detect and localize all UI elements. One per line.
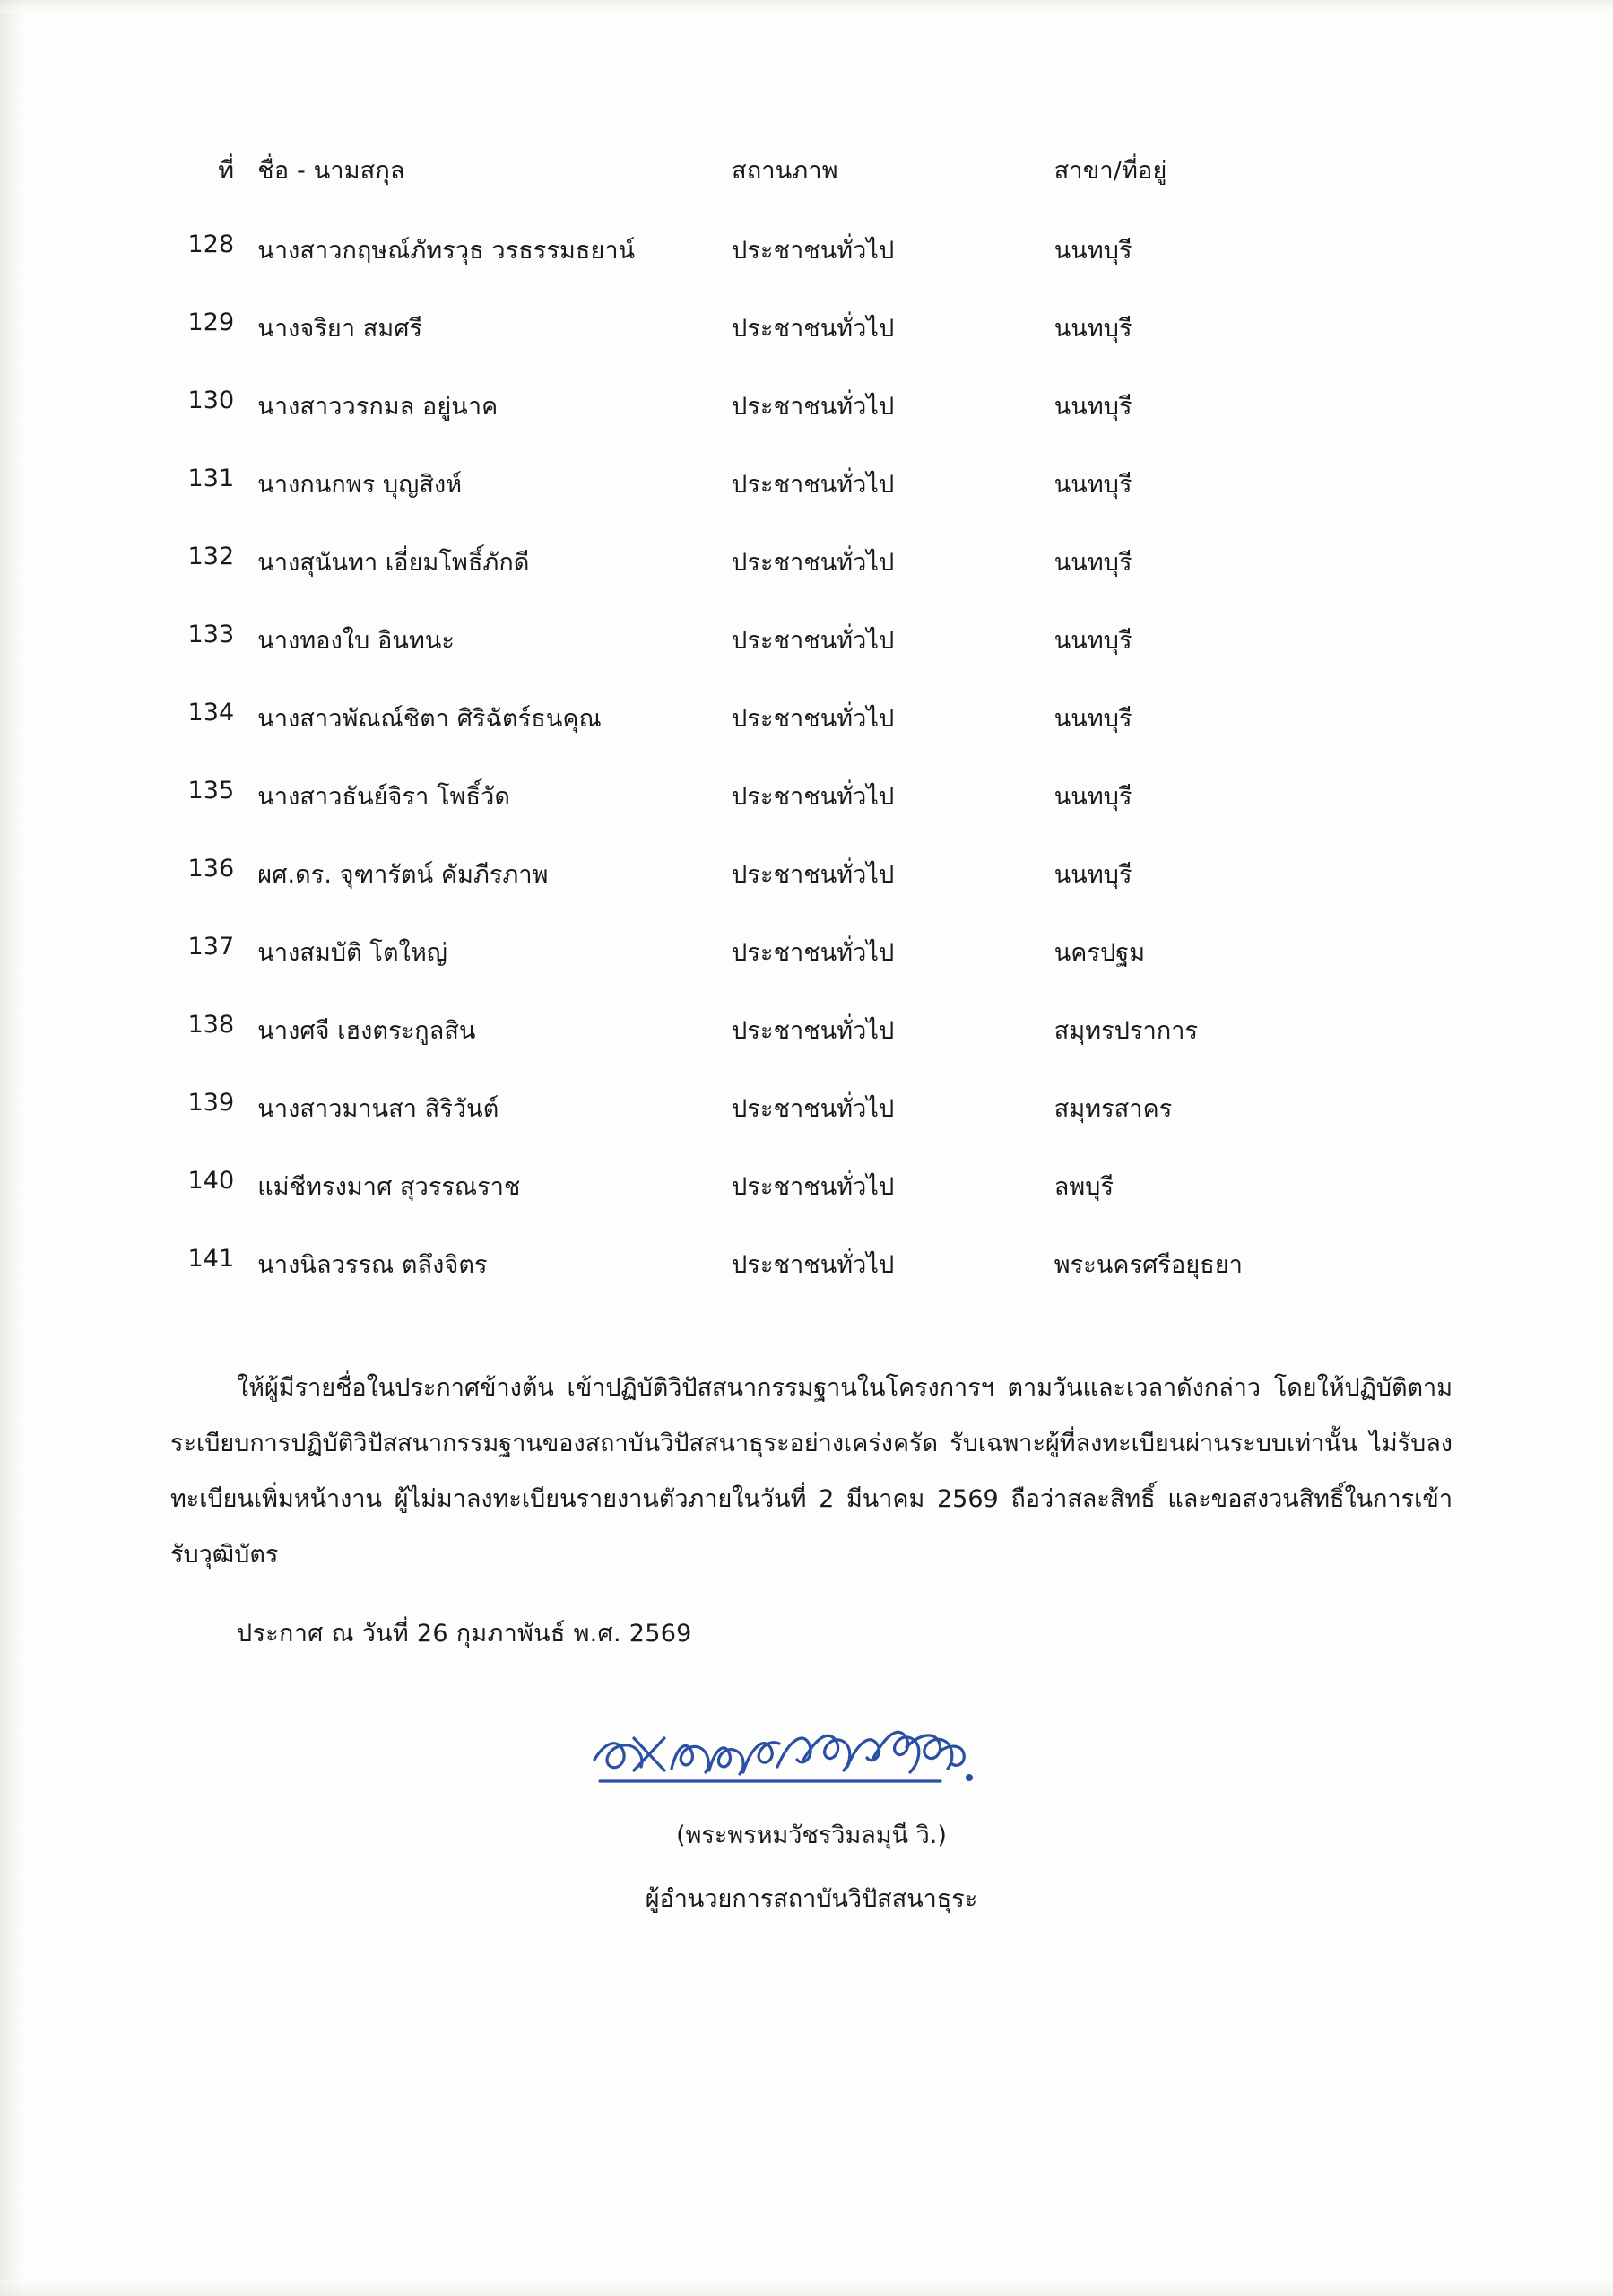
cell-name: นางศจี เฮงตระกูลสิน: [257, 1017, 476, 1045]
signer-name: (พระพรหมวัชรวิมลมุนี วิ.): [676, 1822, 947, 1849]
cell-name: นางทองใบ อินทนะ: [257, 627, 455, 655]
table-row: [170, 855, 1453, 933]
cell-name: นางสาวมานสา สิริวันต์: [257, 1095, 499, 1123]
cell-branch: นนทบุรี: [1054, 237, 1132, 265]
cell-name: นางสุนันทา เอี่ยมโพธิ์ภักดี: [257, 549, 530, 577]
cell-status: ประชาชนทั่วไป: [732, 315, 895, 343]
table-row: [170, 465, 1453, 543]
cell-branch: นนทบุรี: [1054, 705, 1132, 733]
cell-status: ประชาชนทั่วไป: [732, 705, 895, 733]
cell-status: ประชาชนทั่วไป: [732, 861, 895, 889]
participant-table: [170, 151, 1453, 1323]
document-content: [170, 151, 1453, 1918]
scan-edge-left: [0, 0, 23, 2296]
cell-name: นางสาววรกมล อยู่นาค: [257, 393, 499, 421]
column-header-no: ที่: [218, 157, 235, 185]
cell-branch: นนทบุรี: [1054, 549, 1132, 577]
announcement-date-line: ประกาศ ณ วันที่ 26 กุมภาพันธ์ พ.ศ. 2569: [237, 1620, 692, 1648]
cell-no: 129: [187, 309, 235, 336]
scan-edge-bottom: [0, 2280, 1613, 2296]
scan-edge-top: [0, 0, 1613, 13]
cell-branch: นนทบุรี: [1054, 471, 1132, 499]
table-row: [170, 543, 1453, 621]
table-row: [170, 699, 1453, 777]
cell-status: ประชาชนทั่วไป: [732, 1095, 895, 1123]
column-header-branch: สาขา/ที่อยู่: [1054, 157, 1167, 185]
cell-no: 141: [187, 1245, 235, 1273]
cell-branch: นนทบุรี: [1054, 627, 1132, 655]
cell-no: 139: [187, 1089, 235, 1117]
table-row: [170, 1245, 1453, 1323]
cell-branch: นครปฐม: [1054, 939, 1146, 967]
signature-mark: [170, 1711, 1453, 1812]
cell-branch: สมุทรสาคร: [1054, 1095, 1173, 1123]
cell-no: 130: [187, 387, 235, 414]
column-header-name: ชื่อ - นามสกุล: [257, 157, 405, 185]
cell-name: แม่ชีทรงมาศ สุวรรณราช: [257, 1173, 521, 1201]
table-row: [170, 1011, 1453, 1089]
cell-status: ประชาชนทั่วไป: [732, 627, 895, 655]
cell-branch: พระนครศรีอยุธยา: [1054, 1251, 1244, 1279]
cell-status: ประชาชนทั่วไป: [732, 393, 895, 421]
cell-branch: นนทบุรี: [1054, 393, 1132, 421]
paragraph-text: ให้ผู้มีรายชื่อในประกาศข้างต้น เข้าปฏิบัติวิปัสสนากรรมฐานในโครงการฯ ตามวันและเวลาดังกล่าว โดยให้ปฏิบัติตามระเบียบการปฏิบัติวิปัสสนากรรมฐานของสถาบันวิปัสสนาธุระอย่างเคร่งครัด รับเฉพาะผู้ที่ลงทะเบียนผ่านระบบเท่านั้น ไม่รับลงทะเบียนเพิ่มหน้างาน ผู้ไม่มาลงทะเบียนรายงานตัวภายในวันที่ 2 มีนาคม 2569 ถือว่าสละสิทธิ์ และขอสงวนสิทธิ์ในการเข้ารับวุฒิบัตร: [170, 1374, 1453, 1569]
cell-no: 137: [187, 933, 235, 961]
cell-status: ประชาชนทั่วไป: [732, 783, 895, 811]
cell-name: นางสาวกฤษณ์ภัทรวุธ วรธรรมธยาน์: [257, 237, 636, 265]
cell-status: ประชาชนทั่วไป: [732, 939, 895, 967]
cell-status: ประชาชนทั่วไป: [732, 1251, 895, 1279]
cell-status: ประชาชนทั่วไป: [732, 237, 895, 265]
cell-no: 133: [187, 621, 235, 648]
cell-no: 128: [187, 230, 235, 258]
column-header-status: สถานภาพ: [732, 157, 838, 185]
cell-name: ผศ.ดร. จุฑารัตน์ คัมภีรภาพ: [257, 861, 549, 889]
cell-branch: นนทบุรี: [1054, 315, 1132, 343]
table-header-row: [170, 151, 1453, 230]
cell-no: 131: [187, 465, 235, 492]
cell-branch: นนทบุรี: [1054, 861, 1132, 889]
table-row: [170, 387, 1453, 465]
table-row: [170, 621, 1453, 699]
cell-name: นางสาวธันย์จิรา โพธิ์วัด: [257, 783, 510, 811]
table-row: [170, 777, 1453, 855]
signer-title: ผู้อำนวยการสถาบันวิปัสสนาธุระ: [645, 1885, 978, 1913]
cell-no: 132: [187, 543, 235, 570]
cell-name: นางกนกพร บุญสิงห์: [257, 471, 463, 499]
cell-no: 136: [187, 855, 235, 883]
cell-status: ประชาชนทั่วไป: [732, 1173, 895, 1201]
table-row: [170, 309, 1453, 387]
cell-branch: ลพบุรี: [1054, 1173, 1114, 1201]
cell-no: 140: [187, 1167, 235, 1195]
table-row: [170, 933, 1453, 1011]
cell-name: นางสมบัติ โตใหญ่: [257, 939, 447, 967]
cell-name: นางจริยา สมศรี: [257, 315, 423, 343]
table-row: [170, 1167, 1453, 1245]
cell-status: ประชาชนทั่วไป: [732, 471, 895, 499]
cell-branch: สมุทรปราการ: [1054, 1017, 1199, 1045]
cell-status: ประชาชนทั่วไป: [732, 549, 895, 577]
cell-no: 135: [187, 777, 235, 804]
cell-name: นางสาวพัณณ์ชิตา ศิริฉัตร์ธนคุณ: [257, 705, 602, 733]
closing-paragraph: [170, 1361, 1453, 1583]
table-row: [170, 230, 1453, 309]
table-row: [170, 1089, 1453, 1167]
cell-name: นางนิลวรรณ ตลึงจิตร: [257, 1251, 488, 1279]
cell-status: ประชาชนทั่วไป: [732, 1017, 895, 1045]
cell-no: 138: [187, 1011, 235, 1039]
cell-no: 134: [187, 699, 235, 726]
signature-block: [170, 1711, 1453, 1918]
cell-branch: นนทบุรี: [1054, 783, 1132, 811]
